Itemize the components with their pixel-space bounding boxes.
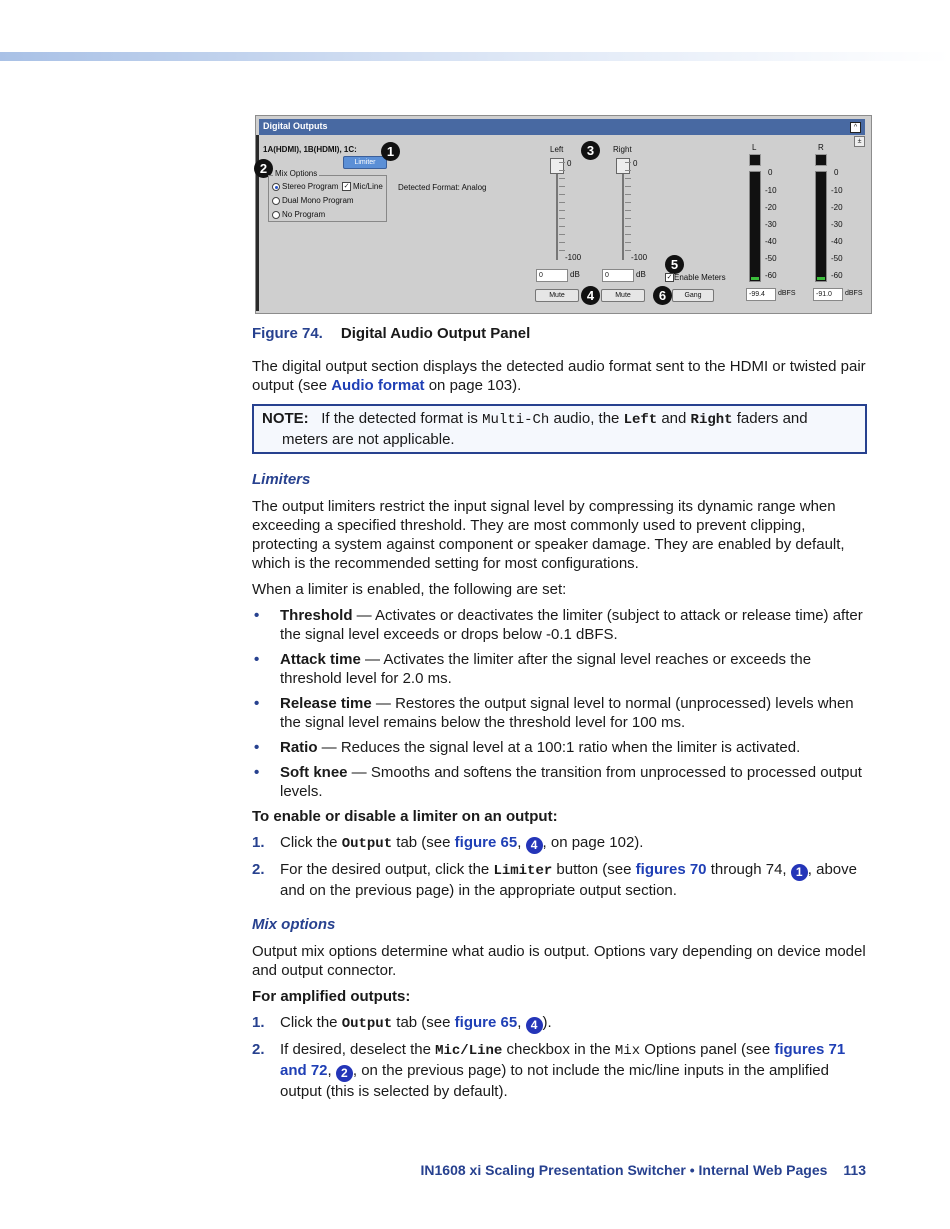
step-number: 2.: [252, 1041, 265, 1058]
list-item: [252, 833, 867, 854]
bullet-term: Threshold: [280, 607, 353, 624]
code-output: Output: [341, 836, 393, 852]
enable-meters-checkbox[interactable]: ✓: [666, 274, 673, 281]
limiter-procedure-heading: To enable or disable a limiter on an output:: [252, 808, 558, 825]
mix-options-heading: Mix options: [252, 916, 336, 933]
callout-6: 6: [653, 286, 672, 305]
note-code-left: Left: [623, 412, 658, 428]
mic-line-checkbox[interactable]: ✓: [343, 183, 350, 190]
meter-l-scale-0: 0: [768, 168, 773, 177]
mix-options-section: [252, 916, 867, 1107]
page-number: 113: [843, 1162, 866, 1178]
bullet-desc: — Reduces the signal level at a 100:1 ratio when the limiter is activated.: [317, 739, 801, 756]
step-text: If desired, deselect the: [280, 1041, 436, 1058]
meter-l-scale-20: -20: [765, 203, 777, 212]
mix-steps: [252, 1013, 867, 1101]
note-text: If the detected format is: [321, 410, 483, 427]
list-item: [252, 1040, 867, 1101]
audio-format-link[interactable]: Audio format: [331, 377, 425, 394]
mic-line-label: Mic/Line: [353, 182, 383, 191]
page-footer: [421, 1162, 867, 1178]
callout-5: 5: [665, 255, 684, 274]
callout-1: 1: [381, 142, 400, 161]
step-text: For the desired output, click the: [280, 861, 494, 878]
footer-title: IN1608 xi Scaling Presentation Switcher • Internal Web Pages: [420, 1162, 828, 1178]
code-mix: Mix: [614, 1043, 641, 1059]
limiters-section: [252, 471, 867, 906]
step-number: 1.: [252, 834, 265, 851]
step-text: Click the: [280, 1014, 342, 1031]
meter-r-scale-30: -30: [831, 220, 843, 229]
radio-dual-mono-label: Dual Mono Program: [282, 196, 354, 205]
meter-l-scale-10: -10: [765, 186, 777, 195]
meter-l-clip-indicator: [749, 154, 761, 166]
figure-65-link[interactable]: figure 65: [454, 1014, 518, 1031]
right-db-input[interactable]: 0: [602, 269, 634, 282]
note-text: and: [657, 410, 691, 427]
step-text: button (see: [552, 861, 636, 878]
digital-outputs-screenshot: [255, 115, 872, 314]
meter-r-scale-60: -60: [831, 271, 843, 280]
limiters-intro: When a limiter is enabled, the following are set:: [252, 581, 567, 598]
intro-text: The digital output section displays the detected audio format sent to the HDMI or twisted pair output (see: [252, 358, 866, 394]
callout-badge: 4: [526, 837, 543, 854]
limiter-steps: [252, 833, 867, 900]
step-text: ,: [517, 1014, 526, 1031]
callout-badge: 4: [526, 1017, 543, 1034]
right-label: Right: [613, 145, 632, 154]
header-band: [0, 52, 950, 61]
mute-left-button[interactable]: Mute: [535, 289, 579, 302]
radio-no-program-label: No Program: [282, 210, 326, 219]
meter-l-unit: dBFS: [778, 290, 796, 297]
bullet-term: Ratio: [280, 739, 318, 756]
note-lead: NOTE:: [262, 410, 309, 427]
step-text: tab (see: [392, 834, 455, 851]
radio-stereo[interactable]: [272, 183, 280, 191]
step-text: , on page 102).: [542, 834, 644, 851]
left-db-unit: dB: [570, 270, 580, 279]
left-db-input[interactable]: 0: [536, 269, 568, 282]
note-text-continued: meters are not applicable.: [282, 431, 455, 448]
code-limiter: Limiter: [493, 863, 553, 879]
meter-r-scale-10: -10: [831, 186, 843, 195]
bullet-term: Soft knee: [280, 764, 348, 781]
list-item: [252, 738, 867, 757]
limiters-paragraph: The output limiters restrict the input signal level by compressing its dynamic range when exceeding a specified threshold. They are most commonly used to prevent clipping, protecting a system against component or speaker damage. They are enabled by default, which is the recommended setting for most configurations.: [252, 498, 845, 572]
figure-title: Digital Audio Output Panel: [340, 325, 531, 342]
callout-4: 4: [581, 286, 600, 305]
step-text: ).: [542, 1014, 552, 1031]
panel-title: Digital Outputs: [263, 121, 328, 131]
step-text: Options panel (see: [640, 1041, 775, 1058]
mix-options-paragraph: Output mix options determine what audio is output. Options vary depending on device model and output connector.: [252, 943, 866, 979]
meter-r-scale-50: -50: [831, 254, 843, 263]
step-number: 1.: [252, 1014, 265, 1031]
radio-stereo-label: Stereo Program: [282, 182, 339, 191]
intro-text-end: on page 103).: [424, 377, 522, 394]
meter-r-scale-20: -20: [831, 203, 843, 212]
meter-r-clip-indicator: [815, 154, 827, 166]
note-code-multich: Multi-Ch: [482, 412, 550, 428]
callout-badge: 1: [791, 864, 808, 881]
note-text: faders and: [732, 410, 808, 427]
meter-r-label: R: [818, 143, 824, 152]
meter-r-unit: dBFS: [845, 290, 863, 297]
step-number: 2.: [252, 861, 265, 878]
limiter-settings-list: [252, 606, 867, 801]
list-item: [252, 606, 867, 644]
collapse-icon: ^: [850, 122, 861, 133]
list-item: [252, 694, 867, 732]
radio-no-program[interactable]: [272, 211, 280, 219]
meter-l-scale-30: -30: [765, 220, 777, 229]
gang-button[interactable]: Gang: [672, 289, 714, 302]
step-text: tab (see: [392, 1014, 455, 1031]
limiters-heading: Limiters: [252, 471, 311, 488]
right-fader-ticks: [625, 162, 631, 258]
meter-l-scale-40: -40: [765, 237, 777, 246]
bullet-term: Attack time: [280, 651, 361, 668]
step-text: , above and on the previous page) in the appropriate output section.: [280, 861, 857, 899]
code-mic-line: Mic/Line: [435, 1043, 503, 1059]
left-fader-bottom: -100: [565, 253, 582, 262]
amplified-outputs-heading: For amplified outputs:: [252, 988, 411, 1005]
bullet-desc: — Activates the limiter after the signal level reaches or exceeds the threshold level for 2.0 ms.: [280, 651, 812, 687]
panel-titlebar: [259, 119, 865, 135]
figure-65-link[interactable]: figure 65: [454, 834, 518, 851]
bullet-desc: — Activates or deactivates the limiter (subject to attack or release time) after the signal level exceeds or drops below -0.1 dBFS.: [280, 607, 863, 643]
bullet-desc: — Smooths and softens the transition from unprocessed to processed output levels.: [280, 764, 862, 800]
step-text: through 74,: [706, 861, 791, 878]
code-output: Output: [341, 1016, 393, 1032]
left-fader-top: 0: [567, 159, 572, 168]
meter-r-value: -91.0: [813, 288, 843, 301]
step-text: ,: [517, 834, 526, 851]
left-fader-ticks: [559, 162, 565, 258]
right-db-unit: dB: [636, 270, 646, 279]
detected-format: Detected Format: Analog: [398, 183, 487, 192]
list-item: [252, 1013, 867, 1034]
mute-right-button[interactable]: Mute: [601, 289, 645, 302]
upload-icon: ±: [854, 136, 865, 147]
enable-meters-label: Enable Meters: [674, 273, 726, 282]
list-item: [252, 860, 867, 900]
note-text: audio, the: [549, 410, 624, 427]
bullet-term: Release time: [280, 695, 372, 712]
figure-caption: [252, 325, 867, 342]
callout-3: 3: [581, 141, 600, 160]
bullet-desc: — Restores the output signal level to normal (unprocessed) levels when the signal level remains below the threshold level for 100 ms.: [280, 695, 854, 731]
meter-r-bar: [815, 171, 827, 282]
list-item: [252, 763, 867, 801]
inputs-label: 1A(HDMI), 1B(HDMI), 1C:: [263, 145, 357, 154]
meter-r-scale-40: -40: [831, 237, 843, 246]
figures-71-72-link[interactable]: figures 71 and 72: [280, 1041, 846, 1079]
figure-number: Figure 74.: [252, 325, 323, 342]
meter-r-scale-0: 0: [834, 168, 839, 177]
step-text: checkbox in the: [502, 1041, 615, 1058]
meter-l-scale-50: -50: [765, 254, 777, 263]
note-box: [252, 404, 867, 454]
figures-70-link[interactable]: figures 70: [635, 861, 707, 878]
meter-l-scale-60: -60: [765, 271, 777, 280]
note-code-right: Right: [690, 412, 733, 428]
step-text: Click the: [280, 834, 342, 851]
right-fader-bottom: -100: [631, 253, 648, 262]
callout-badge: 2: [336, 1065, 353, 1082]
list-item: [252, 650, 867, 688]
mix-options-label: Mix Options: [275, 169, 318, 178]
meter-l-bar: [749, 171, 761, 282]
step-text: , on the previous page) to not include the mic/line inputs in the amplified output (this is selected by default).: [280, 1062, 829, 1100]
step-text: ,: [327, 1062, 336, 1079]
meter-l-value: -99.4: [746, 288, 776, 301]
limiter-button[interactable]: Limiter: [343, 156, 387, 169]
radio-dual-mono[interactable]: [272, 197, 280, 205]
callout-2: 2: [254, 159, 273, 178]
intro-paragraph: [252, 357, 867, 395]
right-fader-top: 0: [633, 159, 638, 168]
meter-l-label: L: [752, 143, 757, 152]
left-label: Left: [550, 145, 564, 154]
